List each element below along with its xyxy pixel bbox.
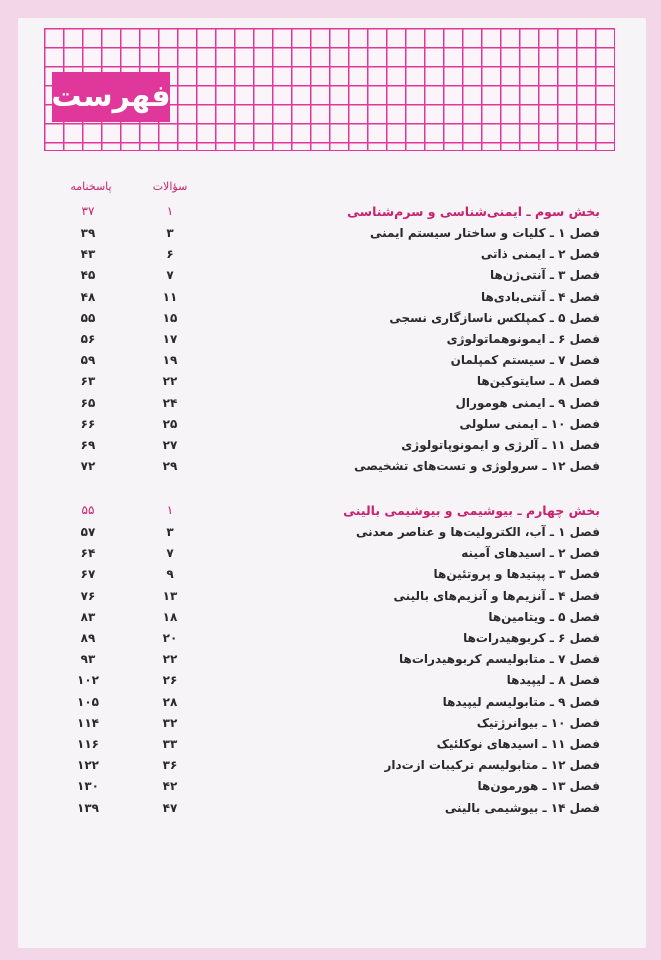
section-title: بخش چهارم ـ بیوشیمی و بیوشیمی بالینی (343, 503, 600, 518)
answers-page-number: ۷۲ (80, 459, 96, 474)
questions-page-number: ۳ (166, 226, 174, 240)
answers-page-number: ۶۳ (80, 374, 96, 389)
toc-entry (60, 734, 600, 756)
chapter-title: فصل ۶ ـ ایمونوهماتولوژی (446, 332, 600, 346)
chapter-title: فصل ۶ ـ کربوهیدرات‌ها (463, 631, 600, 645)
toc-entry (60, 456, 600, 478)
questions-page-number: ۲۵ (162, 416, 178, 431)
answers-page-number: ۱۲۲ (77, 758, 99, 773)
section-heading (60, 201, 600, 223)
chapter-title: فصل ۸ ـ لیپیدها (506, 673, 600, 688)
answers-page-number: ۹۳ (80, 652, 96, 667)
questions-page-number: ۱۳ (162, 588, 178, 603)
answers-page-number: ۵۵ (80, 310, 96, 325)
toc-entry (60, 308, 600, 330)
answers-page-number: ۱۱۶ (77, 737, 99, 751)
chapter-title: فصل ۹ ـ متابولیسم لیپیدها (442, 694, 600, 709)
questions-page-number: ۳۳ (162, 737, 178, 751)
toc-entry (60, 522, 600, 544)
questions-page-number: ۲۷ (162, 438, 178, 452)
questions-column-header: سؤالات (152, 180, 188, 193)
questions-page-number: ۲۴ (162, 395, 178, 410)
toc-entry (60, 329, 600, 351)
chapter-title: فصل ۳ ـ آنتی‌ژن‌ها (490, 268, 600, 283)
questions-page-number: ۱۹ (162, 353, 178, 368)
toc-entry (60, 435, 600, 457)
chapter-title: فصل ۴ ـ آنزیم‌ها و آنزیم‌های بالینی (393, 588, 600, 603)
questions-page-number: ۱۸ (162, 609, 178, 624)
answers-page-number: ۶۵ (80, 395, 96, 410)
questions-page-number: ۲۸ (162, 694, 178, 709)
chapter-title: فصل ۵ ـ کمپلکس ناسازگاری نسجی (389, 310, 600, 325)
answers-page-number: ۳۹ (80, 226, 96, 240)
questions-page-number: ۷ (166, 546, 174, 561)
toc-entry (60, 265, 600, 287)
answers-page-number: ۱۳۹ (77, 800, 99, 815)
toc-entry (60, 670, 600, 692)
toc-entry (60, 713, 600, 735)
toc-entry (60, 393, 600, 415)
questions-page-number: ۲۹ (162, 459, 178, 474)
chapter-title: فصل ۵ ـ ویتامین‌ها (488, 609, 600, 624)
chapter-title: فصل ۱۳ ـ هورمون‌ها (477, 779, 600, 794)
chapter-title: فصل ۷ ـ سیستم کمپلمان (450, 353, 600, 368)
answers-page-number: ۸۳ (80, 609, 96, 624)
questions-page-number: ۳ (166, 525, 174, 539)
answers-page-number: ۶۷ (80, 567, 96, 582)
questions-page-number: ۴۲ (162, 779, 178, 794)
answers-page-number: ۶۴ (80, 546, 96, 561)
chapter-title: فصل ۱۰ ـ بیوانرژتیک (476, 715, 600, 730)
toc-entry (60, 564, 600, 586)
toc-entry (60, 244, 600, 266)
answers-page-number: ۵۷ (80, 525, 96, 539)
chapter-title: فصل ۴ ـ آنتی‌بادی‌ها (480, 289, 600, 304)
page-title: فهرست (52, 72, 170, 122)
chapter-title: فصل ۱۲ ـ سرولوژی و تست‌های تشخیصی (354, 459, 600, 474)
chapter-title: فصل ۹ ـ ایمنی هومورال (455, 395, 600, 410)
questions-page-number: ۹ (166, 567, 174, 582)
chapter-title: فصل ۱ ـ کلیات و ساختار سیستم ایمنی (369, 226, 600, 240)
questions-page-number: ۱ (166, 204, 174, 218)
answers-page-number: ۱۰۵ (77, 694, 99, 709)
answers-page-number: ۶۹ (80, 438, 96, 452)
questions-page-number: ۱ (166, 503, 174, 517)
chapter-title: فصل ۷ ـ متابولیسم کربوهیدرات‌ها (399, 652, 600, 667)
chapter-title: فصل ۱۲ ـ متابولیسم ترکیبات ازت‌دار (384, 758, 600, 773)
toc-entry (60, 776, 600, 798)
toc-entry (60, 350, 600, 372)
toc-entry (60, 755, 600, 777)
toc-entry (60, 287, 600, 309)
chapter-title: فصل ۳ ـ پپتیدها و پروتئین‌ها (433, 567, 600, 582)
section-title: بخش سوم ـ ایمنی‌شناسی و سرم‌شناسی (347, 204, 600, 219)
questions-page-number: ۱۱ (162, 289, 178, 304)
section-heading (60, 500, 600, 522)
chapter-title: فصل ۲ ـ ایمنی ذاتی (480, 247, 600, 262)
toc-entry (60, 649, 600, 671)
questions-page-number: ۲۰ (162, 631, 178, 645)
chapter-title: فصل ۲ ـ اسیدهای آمینه (461, 546, 600, 561)
questions-page-number: ۱۵ (162, 310, 178, 325)
toc-entry (60, 607, 600, 629)
answers-column-header: پاسخنامه (70, 180, 112, 193)
toc-entry (60, 414, 600, 436)
answers-page-number: ۱۰۲ (77, 673, 99, 688)
chapter-title: فصل ۱ ـ آب، الکترولیت‌ها و عناصر معدنی (355, 525, 600, 539)
answers-page-number: ۴۵ (80, 268, 96, 283)
answers-page-number: ۴۸ (80, 289, 96, 304)
answers-page-number: ۱۱۴ (77, 715, 99, 730)
questions-page-number: ۷ (166, 268, 174, 283)
chapter-title: فصل ۱۱ ـ اسیدهای نوکلئیک (436, 737, 600, 751)
answers-page-number: ۵۶ (80, 332, 96, 346)
toc-entry (60, 692, 600, 714)
answers-page-number: ۵۹ (80, 353, 96, 368)
answers-page-number: ۷۶ (80, 588, 96, 603)
questions-page-number: ۲۲ (162, 374, 178, 389)
chapter-title: فصل ۱۱ ـ آلرژی و ایمونوپاتولوژی (401, 438, 600, 452)
answers-page-number: ۴۳ (80, 247, 96, 262)
questions-page-number: ۲۲ (162, 652, 178, 667)
questions-page-number: ۴۷ (162, 800, 178, 815)
questions-page-number: ۶ (166, 247, 174, 262)
chapter-title: فصل ۱۰ ـ ایمنی سلولی (459, 416, 600, 431)
answers-page-number: ۸۹ (80, 631, 96, 645)
toc-entry (60, 628, 600, 650)
questions-page-number: ۳۲ (162, 715, 178, 730)
questions-page-number: ۱۷ (162, 332, 178, 346)
answers-page-number: ۶۶ (80, 416, 96, 431)
questions-page-number: ۲۶ (162, 673, 178, 688)
answers-page-number: ۳۷ (81, 204, 95, 218)
toc-entry (60, 798, 600, 820)
toc-entry (60, 586, 600, 608)
toc-entry (60, 543, 600, 565)
answers-page-number: ۱۳۰ (77, 779, 99, 794)
toc-entry (60, 371, 600, 393)
questions-page-number: ۳۶ (162, 758, 178, 773)
answers-page-number: ۵۵ (81, 503, 95, 517)
chapter-title: فصل ۸ ـ سایتوکین‌ها (476, 374, 600, 389)
toc-entry (60, 223, 600, 245)
chapter-title: فصل ۱۴ ـ بیوشیمی بالینی (444, 800, 600, 815)
